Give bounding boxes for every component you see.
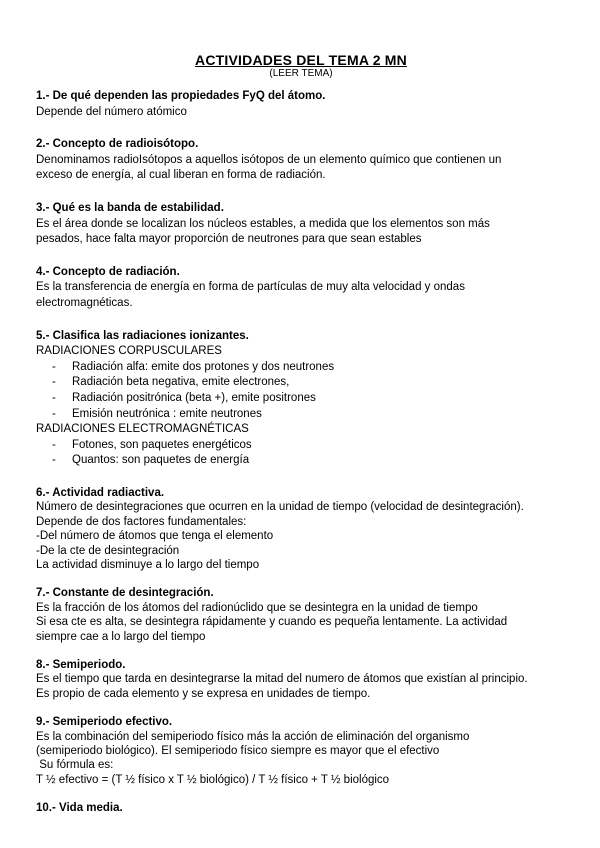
corpuscular-list [36, 360, 566, 422]
dash-bullet: - [52, 454, 56, 467]
question-9-answer-line: Su fórmula es: [36, 759, 114, 772]
question-4-heading: 4.- Concepto de radiación. [36, 265, 180, 278]
question-7-answer-line: Si esa cte es alta, se desintegra rápidamente y cuando es pequeña lentamente. La actividad [36, 616, 508, 629]
list-item-text: Emisión neutrónica : emite neutrones [72, 407, 262, 420]
question-7-answer-line: Es la fracción de los átomos del radionúclido que se desintegra en la unidad de tiempo [36, 601, 478, 614]
question-9-formula: T ½ efectivo = (T ½ físico x T ½ biológico) / T ½ físico + T ½ biológico [36, 773, 390, 786]
question-1-heading: 1.- De qué dependen las propiedades FyQ del átomo. [36, 90, 326, 102]
question-3-answer-line: Es el área donde se localizan los núcleos estables, a medida que los elementos son más [36, 217, 490, 230]
list-item [52, 360, 566, 376]
question-10-heading: 10.- Vida media. [36, 802, 123, 815]
question-7-answer-line: siempre cae a lo largo del tiempo [36, 630, 206, 643]
category-corpusculares: RADIACIONES CORPUSCULARES [36, 345, 222, 358]
question-4-answer-line: electromagnéticas. [36, 296, 133, 309]
question-2-heading: 2.- Concepto de radioisótopo. [36, 138, 199, 151]
question-3 [36, 201, 566, 248]
question-9-heading: 9.- Semiperiodo efectivo. [36, 716, 173, 729]
question-1 [36, 89, 566, 120]
category-electromagneticas: RADIACIONES ELECTROMAGNÉTICAS [36, 423, 249, 436]
list-item-text: Radiación positrónica (beta +), emite positrones [72, 391, 316, 404]
list-item [52, 453, 566, 469]
question-8 [36, 658, 566, 701]
question-8-heading: 8.- Semiperiodo. [36, 658, 126, 671]
list-item [52, 375, 566, 391]
question-6-answer-line: -Del número de átomos que tenga el elemento [36, 530, 274, 543]
question-5 [36, 329, 566, 469]
list-item [52, 391, 566, 407]
dash-bullet: - [52, 360, 56, 373]
question-10 [36, 801, 566, 817]
electromagnetic-list [36, 438, 566, 469]
question-1-answer: Depende del número atómico [36, 105, 187, 118]
question-3-answer-line: pesados, hace falta mayor proporción de neutrones para que sean estables [36, 233, 422, 246]
question-2 [36, 137, 566, 184]
list-item-text: Radiación beta negativa, emite electrones, [72, 376, 290, 389]
list-item [52, 407, 566, 423]
question-6 [36, 486, 566, 572]
question-3-heading: 3.- Qué es la banda de estabilidad. [36, 201, 224, 214]
question-6-answer-line: Depende de dos factores fundamentales: [36, 515, 247, 528]
question-6-answer-line: Número de desintegraciones que ocurren en la unidad de tiempo (velocidad de desintegración). [36, 501, 524, 514]
question-4-answer-line: Es la transferencia de energía en forma de partículas de muy alta velocidad y ondas [36, 281, 465, 294]
dash-bullet: - [52, 438, 56, 451]
question-9-answer-line: (semiperiodo biológico). El semiperiodo físico siempre es mayor que el efectivo [36, 744, 440, 757]
document-title: ACTIVIDADES DEL TEMA 2 MN [195, 52, 407, 68]
question-7 [36, 586, 566, 644]
question-4 [36, 265, 566, 312]
question-6-answer-line: La actividad disminuye a lo largo del tiempo [36, 558, 260, 571]
document-page [36, 52, 566, 817]
question-9-answer-line: Es la combinación del semiperiodo físico más la acción de eliminación del organismo [36, 730, 470, 743]
dash-bullet: - [52, 391, 56, 404]
list-item [52, 438, 566, 454]
list-item-text: Radiación alfa: emite dos protones y dos neutrones [72, 360, 335, 373]
question-2-answer-line: exceso de energía, al cual liberan en forma de radiación. [36, 169, 326, 182]
list-item-text: Fotones, son paquetes energéticos [72, 438, 252, 451]
question-8-answer-line: Es el tiempo que tarda en desintegrarse la mitad del numero de átomos que existían al principio. [36, 673, 528, 686]
question-8-answer-line: Es propio de cada elemento y se expresa en unidades de tiempo. [36, 687, 371, 700]
question-5-heading: 5.- Clasifica las radiaciones ionizantes. [36, 329, 249, 342]
question-9 [36, 715, 566, 787]
question-6-heading: 6.- Actividad radiactiva. [36, 486, 165, 499]
question-2-answer-line: Denominamos radioIsótopos a aquellos isótopos de un elemento químico que contienen un [36, 153, 502, 166]
question-6-answer-line: -De la cte de desintegración [36, 544, 180, 557]
dash-bullet: - [52, 407, 56, 420]
dash-bullet: - [52, 376, 56, 389]
document-subtitle: (LEER TEMA) [269, 68, 333, 79]
question-7-heading: 7.- Constante de desintegración. [36, 587, 214, 600]
list-item-text: Quantos: son paquetes de energía [72, 454, 250, 467]
